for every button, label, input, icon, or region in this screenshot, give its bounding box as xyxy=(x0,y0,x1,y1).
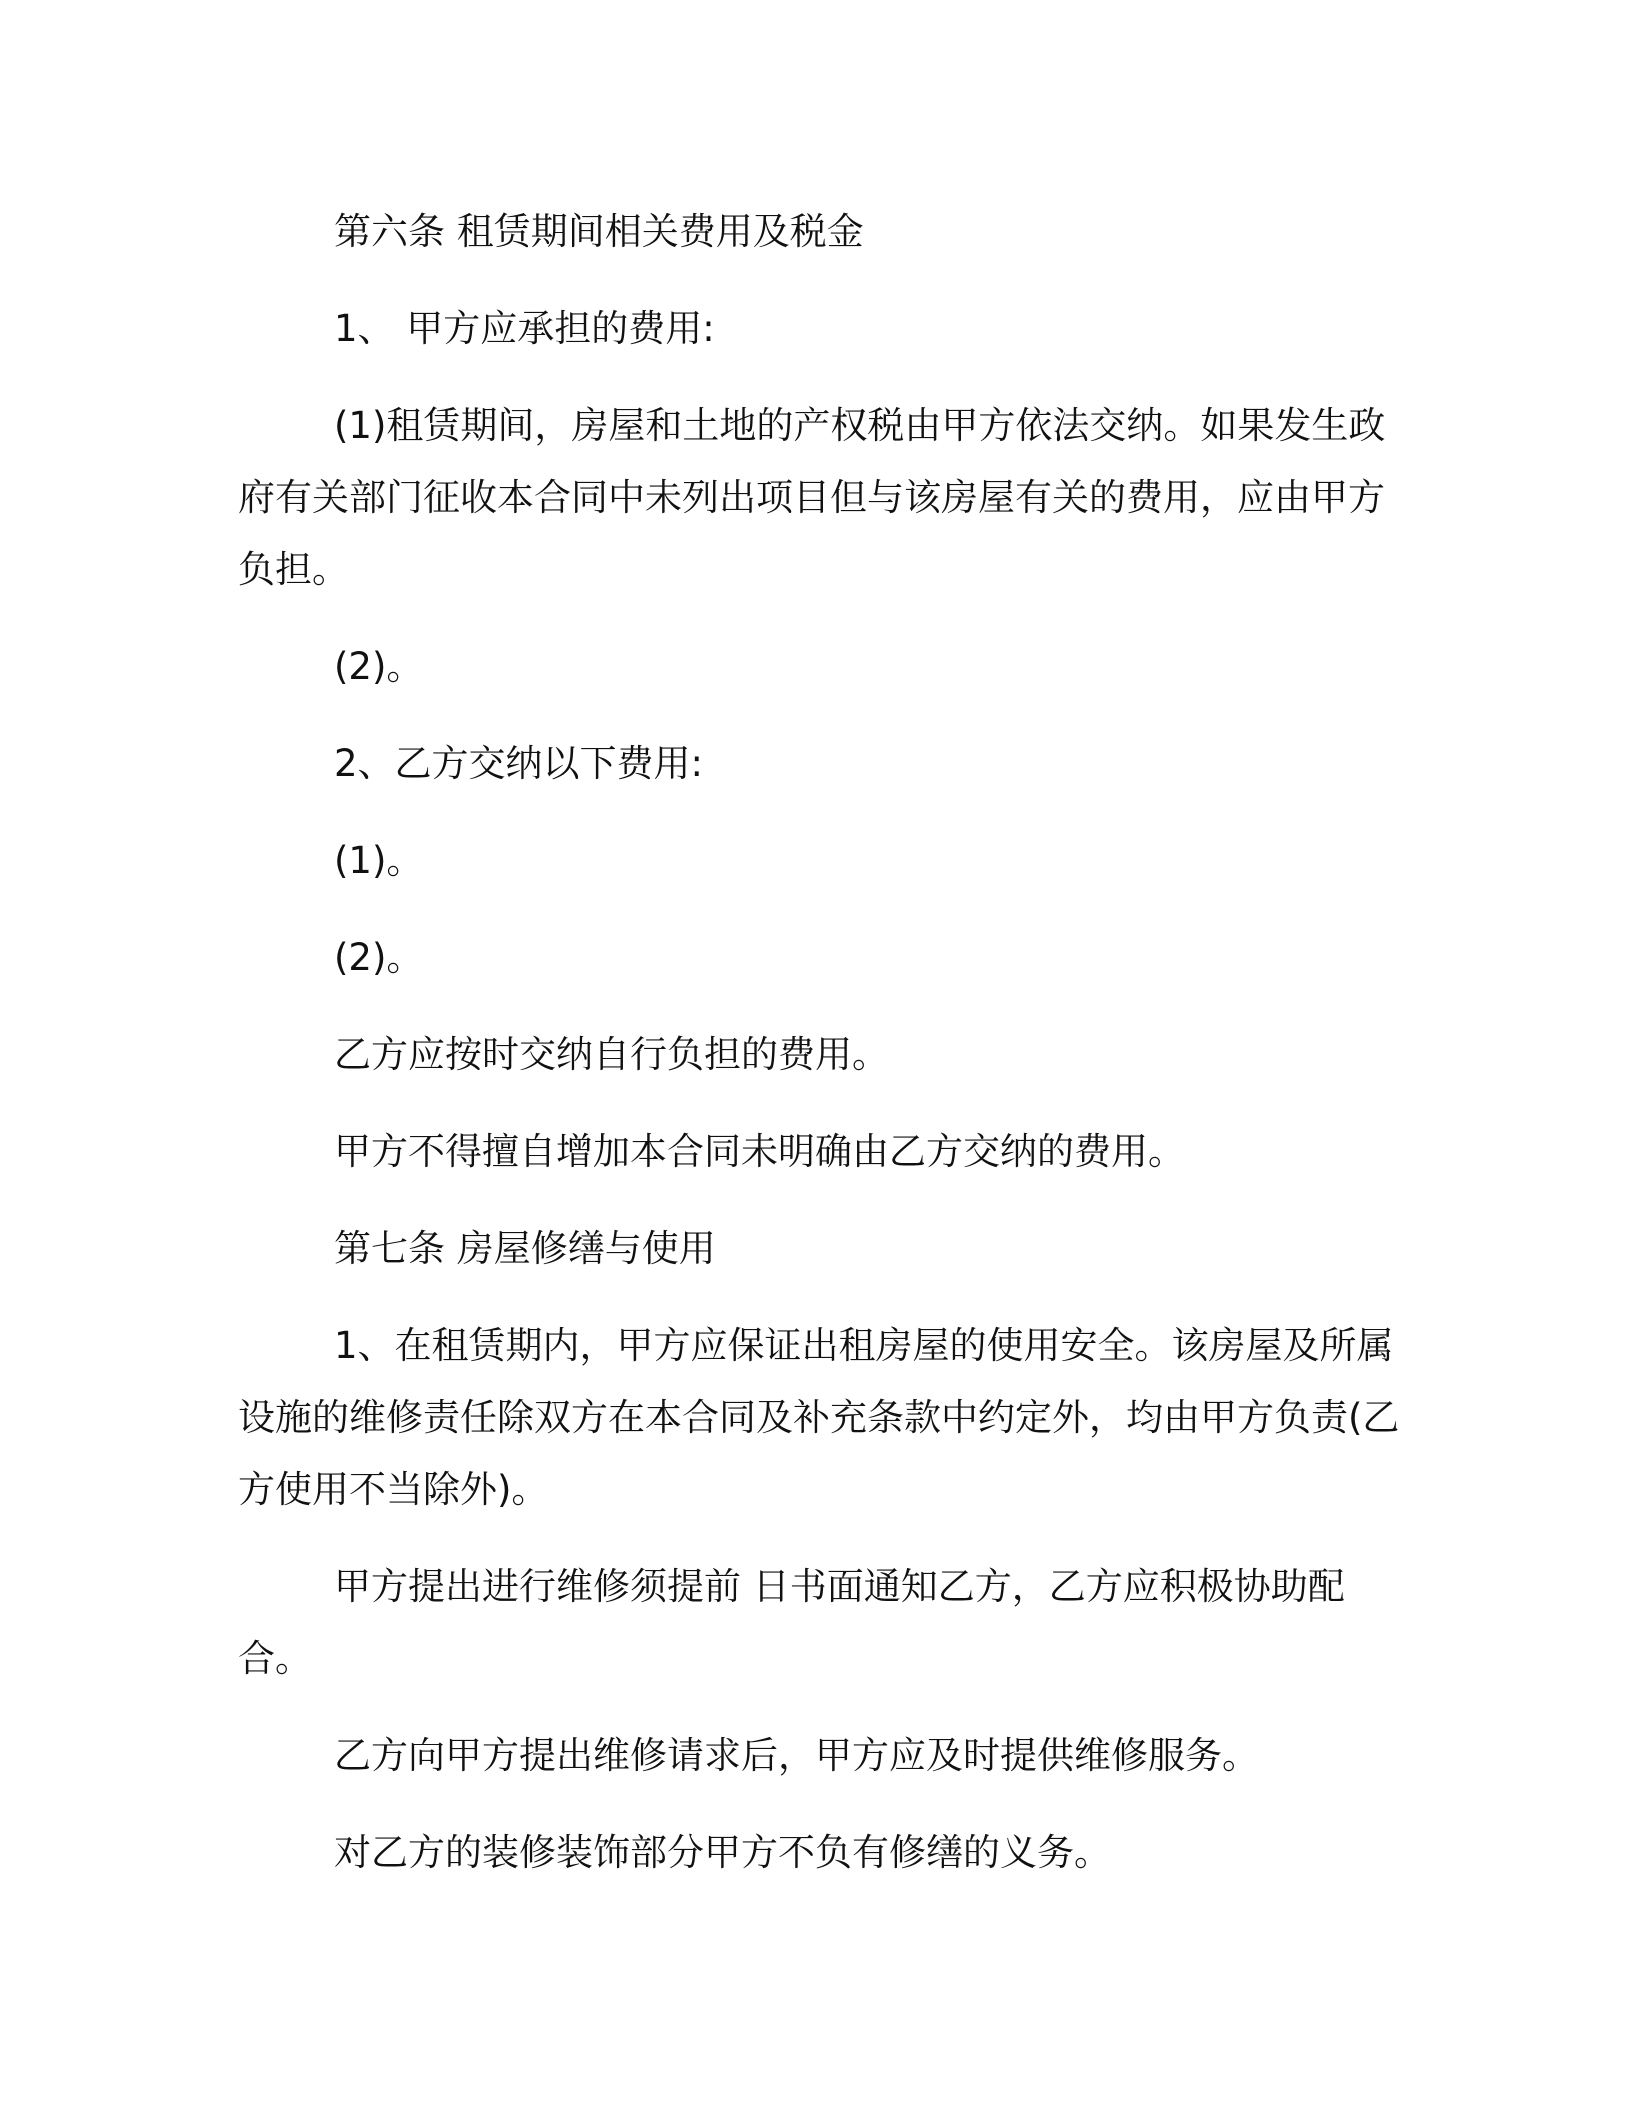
clause-1-item-1: (1)租赁期间，房屋和土地的产权税由甲方依法交纳。如果发生政府有关部门征收本合同中未列出项目但与该房屋有关的费用，应由甲方负担。 xyxy=(238,404,1386,591)
clause-1-item-2: (2)。 xyxy=(334,645,424,688)
maintenance-request-text: 乙方向甲方提出维修请求后，甲方应及时提供维修服务。 xyxy=(334,1734,1259,1777)
clause-2-item-1: (1)。 xyxy=(334,839,424,882)
article-7-clause-1: 1、在租赁期内，甲方应保证出租房屋的使用安全。该房屋及所属设施的维修责任除双方在本合同及补充条款中约定外，均由甲方负责(乙方使用不当除外)。 xyxy=(238,1324,1400,1511)
decoration-repair-text: 对乙方的装修装饰部分甲方不负有修缮的义务。 xyxy=(334,1831,1111,1874)
maintenance-notice-text: 甲方提出进行维修须提前 日书面通知乙方，乙方应积极协助配合。 xyxy=(238,1565,1345,1680)
article-7-heading: 第七条 房屋修缮与使用 xyxy=(334,1227,716,1270)
clause-2-heading: 2、乙方交纳以下费用: xyxy=(334,742,704,785)
document-body xyxy=(238,196,1408,1914)
payment-obligation-text: 乙方应按时交纳自行负担的费用。 xyxy=(334,1033,889,1076)
clause-2-item-2: (2)。 xyxy=(334,936,424,979)
clause-1-heading: 1、 甲方应承担的费用: xyxy=(334,307,715,350)
article-6-heading: 第六条 租赁期间相关费用及税金 xyxy=(334,210,864,253)
fee-restriction-text: 甲方不得擅自增加本合同未明确由乙方交纳的费用。 xyxy=(334,1130,1185,1173)
